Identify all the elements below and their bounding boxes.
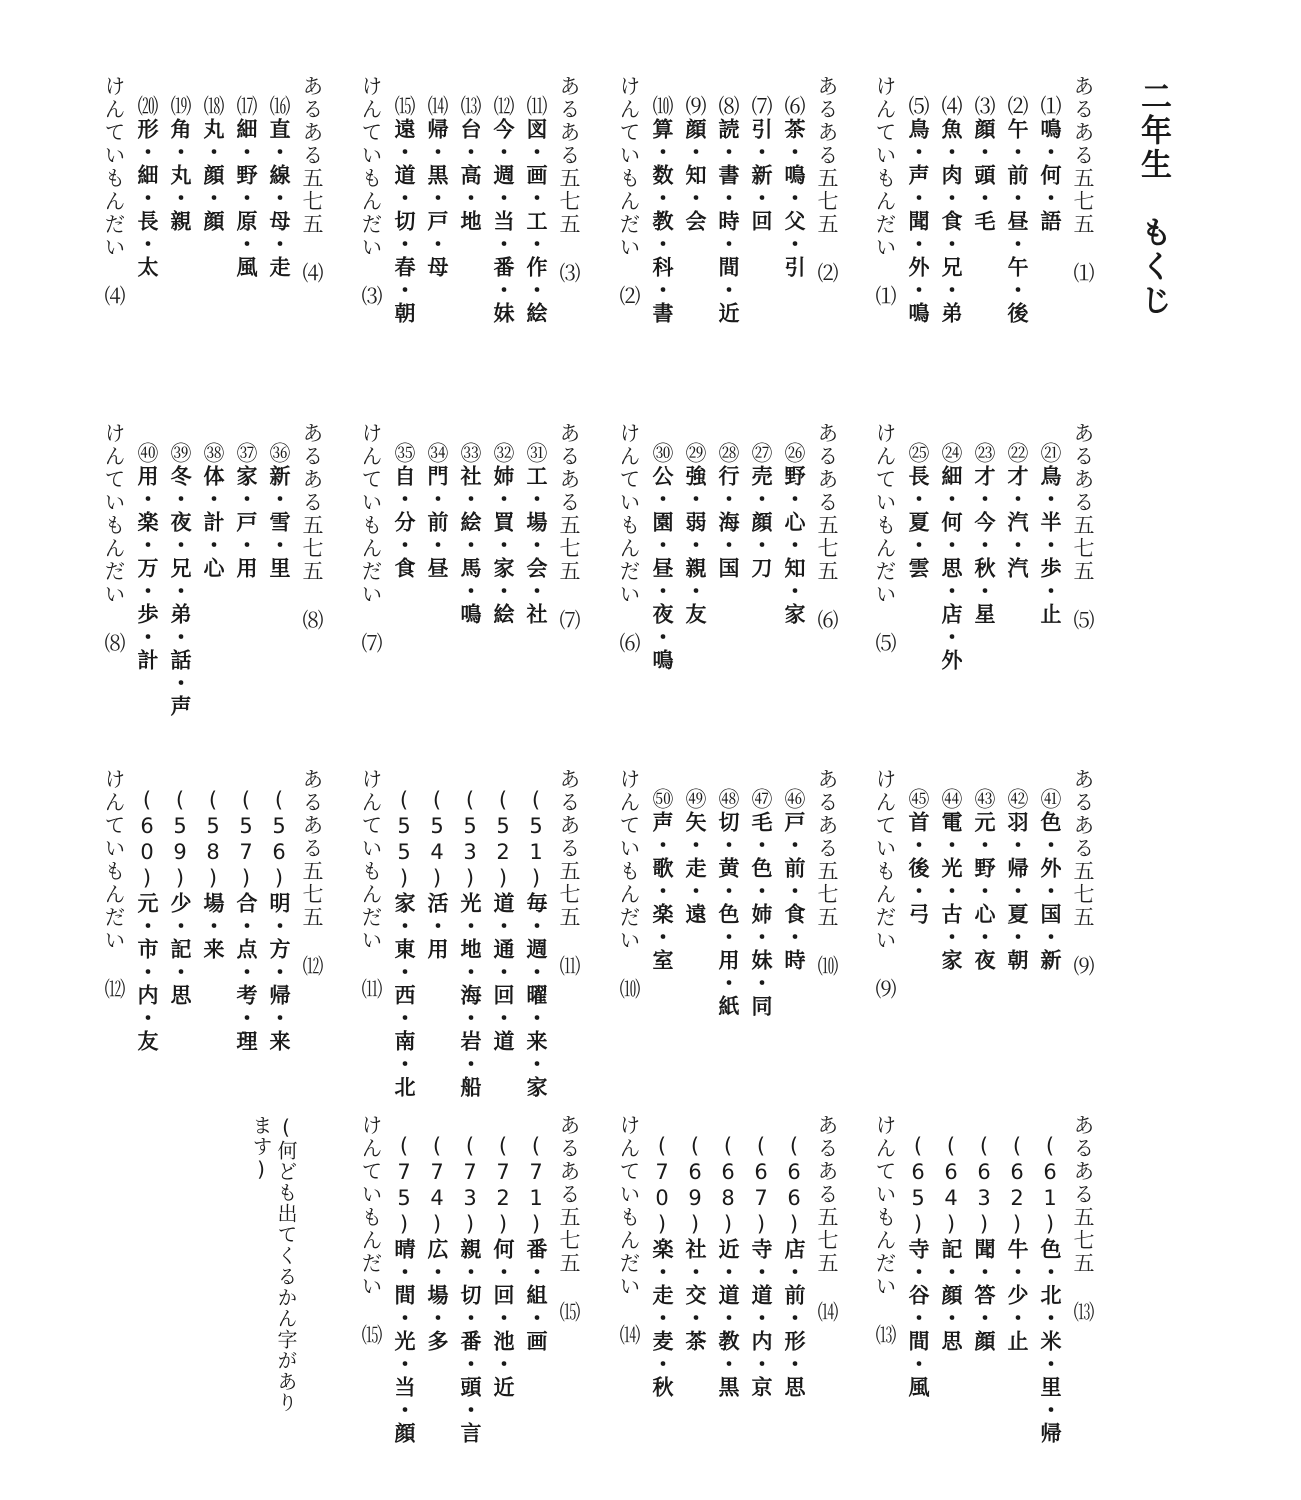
item-number: ㉛ <box>524 442 548 465</box>
item-kanji: 矢・走・遠 <box>683 811 707 926</box>
toc-item <box>136 788 157 1053</box>
item-number: ㊴ <box>168 442 192 465</box>
item-number: ⑵ <box>1005 95 1029 118</box>
block-footer: けんていもんだい ⒂ <box>359 1114 383 1347</box>
toc-item <box>459 788 480 1099</box>
item-kanji: 社・交・茶 <box>683 1238 707 1353</box>
item-number: (54) <box>425 788 449 892</box>
block-header: あるある五七五 ⑴ <box>1071 75 1095 285</box>
toc-item <box>393 788 414 1099</box>
toc-item <box>426 1134 447 1353</box>
toc-item <box>492 1134 513 1399</box>
toc-item <box>525 788 546 1099</box>
item-kanji: 合・点・考・理 <box>234 892 258 1053</box>
item-kanji: 野・心・知・家 <box>782 465 806 626</box>
item-kanji: 楽・走・麦・秋 <box>650 1238 674 1399</box>
item-kanji: 細・野・原・風 <box>234 118 258 279</box>
item-number: (68) <box>716 1134 740 1238</box>
item-kanji: 道・通・回・道 <box>491 892 515 1053</box>
toc-item <box>235 442 256 580</box>
toc-item <box>525 442 546 626</box>
item-number: (74) <box>425 1134 449 1238</box>
item-kanji: 算・数・教・科・書 <box>650 118 674 325</box>
item-number: ㉒ <box>1005 442 1029 465</box>
toc-item <box>940 95 961 325</box>
item-kanji: 羽・帰・夏・朝 <box>1005 811 1029 972</box>
item-number: ⒀ <box>458 95 482 118</box>
toc-item <box>783 1134 804 1399</box>
block-footer: けんていもんだい ⑶ <box>359 75 383 308</box>
toc-item <box>907 442 928 580</box>
item-kanji: 図・画・工・作・絵 <box>524 118 548 325</box>
item-number: ㉑ <box>1038 442 1062 465</box>
item-number: ㉜ <box>491 442 515 465</box>
item-number: ㊷ <box>1005 788 1029 811</box>
item-kanji: 近・道・教・黒 <box>716 1238 740 1399</box>
toc-item <box>136 95 157 279</box>
toc-item <box>750 1134 771 1399</box>
item-kanji: 光・地・海・岩・船 <box>458 892 482 1099</box>
item-kanji: 今・週・当・番・妹 <box>491 118 515 325</box>
item-number: (72) <box>491 1134 515 1238</box>
item-kanji: 才・汽・汽 <box>1005 465 1029 580</box>
item-number: (70) <box>650 1134 674 1238</box>
item-number: ㊵ <box>135 442 159 465</box>
item-kanji: 番・組・画 <box>524 1238 548 1353</box>
item-number: ㉔ <box>939 442 963 465</box>
item-number: ㉟ <box>392 442 416 465</box>
item-kanji: 読・書・時・間・近 <box>716 118 740 325</box>
item-number: ㉞ <box>425 442 449 465</box>
item-number: ⑶ <box>972 95 996 118</box>
toc-item <box>169 788 190 1007</box>
toc-item <box>459 95 480 233</box>
item-kanji: 毎・週・曜・来・家 <box>524 892 548 1099</box>
item-number: (59) <box>168 788 192 892</box>
item-number: ㊻ <box>782 788 806 811</box>
item-number: ⒅ <box>201 95 225 118</box>
item-kanji: 長・夏・雲 <box>906 465 930 580</box>
item-kanji: 顔・知・会 <box>683 118 707 233</box>
block-footer: けんていもんだい ⑵ <box>617 75 641 308</box>
toc-item <box>426 95 447 279</box>
item-number: ㉓ <box>972 442 996 465</box>
item-number: ㉗ <box>749 442 773 465</box>
toc-item <box>268 95 289 279</box>
item-number: ⑼ <box>683 95 707 118</box>
item-number: ㊺ <box>906 788 930 811</box>
item-kanji: 細・何・思・店・外 <box>939 465 963 672</box>
item-kanji: 家・戸・用 <box>234 465 258 580</box>
toc-item <box>717 95 738 325</box>
item-number: ⑾ <box>524 95 548 118</box>
item-kanji: 元・市・内・友 <box>135 892 159 1053</box>
item-kanji: 公・園・昼・夜・鳴 <box>650 465 674 672</box>
item-kanji: 切・黄・色・用・紙 <box>716 811 740 1018</box>
block-footer: けんていもんだい ⑾ <box>359 768 383 1001</box>
item-number: (57) <box>234 788 258 892</box>
block-header: あるある五七五 ⑶ <box>557 75 581 285</box>
item-number: (60) <box>135 788 159 892</box>
item-kanji: 売・顔・刀 <box>749 465 773 580</box>
block-header: あるある五七五 ⑻ <box>300 422 324 632</box>
toc-item <box>169 442 190 718</box>
toc-item <box>202 788 223 961</box>
item-kanji: 毛・色・姉・妹・同 <box>749 811 773 1018</box>
item-number: ㊳ <box>201 442 225 465</box>
toc-item <box>525 1134 546 1353</box>
item-number: ⑸ <box>906 95 930 118</box>
toc-item <box>268 788 289 1053</box>
item-number: ㊶ <box>1038 788 1062 811</box>
item-kanji: 冬・夜・兄・弟・話・声 <box>168 465 192 718</box>
toc-item <box>973 95 994 233</box>
toc-item <box>651 95 672 325</box>
item-kanji: 店・前・形・思 <box>782 1238 806 1399</box>
toc-item <box>1039 788 1060 972</box>
item-kanji: 台・高・地 <box>458 118 482 233</box>
item-kanji: 引・新・回 <box>749 118 773 233</box>
item-kanji: 色・北・米・里・帰 <box>1038 1238 1062 1445</box>
toc-item <box>492 95 513 325</box>
item-number: ㊲ <box>234 442 258 465</box>
item-kanji: 電・光・古・家 <box>939 811 963 972</box>
toc-item <box>136 442 157 672</box>
block-footer: けんていもんだい ⑼ <box>873 768 897 1001</box>
item-number: ⑴ <box>1038 95 1062 118</box>
item-kanji: 家・東・西・南・北 <box>392 892 416 1099</box>
toc-item <box>202 442 223 580</box>
toc-item <box>717 1134 738 1399</box>
block-header: あるある五七五 ⑸ <box>1071 422 1095 632</box>
toc-item <box>426 442 447 580</box>
item-kanji: 丸・顔・顔 <box>201 118 225 233</box>
block-footer: けんていもんだい ⒁ <box>617 1114 641 1347</box>
item-kanji: 親・切・番・頭・言 <box>458 1238 482 1445</box>
item-number: ㊾ <box>683 788 707 811</box>
block-header: あるある五七五 ⒁ <box>815 1114 839 1324</box>
item-kanji: 魚・肉・食・兄・弟 <box>939 118 963 325</box>
toc-item <box>1006 95 1027 325</box>
toc-item <box>202 95 223 233</box>
block-footer: けんていもんだい ⑽ <box>617 768 641 1001</box>
toc-item <box>1006 1134 1027 1353</box>
item-kanji: 茶・鳴・父・引 <box>782 118 806 279</box>
item-number: ⑺ <box>749 95 773 118</box>
item-number: (61) <box>1038 1134 1062 1238</box>
item-number: (52) <box>491 788 515 892</box>
item-number: ㊸ <box>972 788 996 811</box>
toc-item <box>459 1134 480 1445</box>
block-header: あるある五七五 ⑵ <box>815 75 839 285</box>
block-header: あるある五七五 ⑽ <box>815 768 839 978</box>
block-footer: けんていもんだい ⑸ <box>873 422 897 655</box>
toc-item <box>684 788 705 926</box>
item-kanji: 姉・買・家・絵 <box>491 465 515 626</box>
item-kanji: 社・絵・馬・鳴 <box>458 465 482 626</box>
toc-item <box>268 442 289 580</box>
block-header: あるある五七五 ⑺ <box>557 422 581 632</box>
toc-item <box>459 442 480 626</box>
block-header: あるある五七五 ⑼ <box>1071 768 1095 978</box>
toc-item <box>717 788 738 1018</box>
item-number: ⒄ <box>234 95 258 118</box>
block-header: あるある五七五 ⑹ <box>815 422 839 632</box>
toc-item <box>1006 788 1027 972</box>
item-number: (71) <box>524 1134 548 1238</box>
item-number: ⑷ <box>939 95 963 118</box>
toc-item <box>783 95 804 279</box>
toc-item <box>651 442 672 672</box>
item-kanji: 行・海・国 <box>716 465 740 580</box>
toc-item <box>783 442 804 626</box>
item-kanji: 午・前・昼・午・後 <box>1005 118 1029 325</box>
block-footer: けんていもんだい ⑻ <box>102 422 126 655</box>
item-kanji: 明・方・帰・来 <box>267 892 291 1053</box>
item-number: ㉝ <box>458 442 482 465</box>
item-kanji: 色・外・国・新 <box>1038 811 1062 972</box>
page-title: 二年生 もくじ <box>1135 80 1171 318</box>
item-number: ⑹ <box>782 95 806 118</box>
item-kanji: 少・記・思 <box>168 892 192 1007</box>
toc-item <box>907 1134 928 1399</box>
item-number: (69) <box>683 1134 707 1238</box>
toc-item <box>393 442 414 580</box>
item-kanji: 聞・答・顔 <box>972 1238 996 1353</box>
toc-item <box>940 788 961 972</box>
toc-item <box>907 95 928 325</box>
item-kanji: 元・野・心・夜 <box>972 811 996 972</box>
item-kanji: 何・回・池・近 <box>491 1238 515 1399</box>
toc-item <box>651 1134 672 1399</box>
toc-item <box>1039 1134 1060 1445</box>
item-number: (55) <box>392 788 416 892</box>
toc-item <box>717 442 738 580</box>
toc-item <box>1039 95 1060 233</box>
item-number: ㊼ <box>749 788 773 811</box>
item-kanji: 帰・黒・戸・母 <box>425 118 449 279</box>
toc-item <box>1039 442 1060 626</box>
toc-item <box>973 1134 994 1353</box>
item-number: ⑻ <box>716 95 740 118</box>
item-number: (53) <box>458 788 482 892</box>
block-footer: けんていもんだい ⑴ <box>873 75 897 308</box>
toc-item <box>684 1134 705 1353</box>
item-number: ㉙ <box>683 442 707 465</box>
item-kanji: 門・前・昼 <box>425 465 449 580</box>
toc-item <box>426 788 447 961</box>
toc-item <box>783 788 804 972</box>
toc-item <box>940 442 961 672</box>
item-kanji: 形・細・長・太 <box>135 118 159 279</box>
block-header: あるある五七五 ⒀ <box>1071 1114 1095 1324</box>
toc-item <box>750 95 771 233</box>
block-footer: けんていもんだい ⑺ <box>359 422 383 655</box>
item-kanji: 鳥・声・聞・外・鳴 <box>906 118 930 325</box>
item-number: (56) <box>267 788 291 892</box>
toc-item <box>684 442 705 626</box>
item-kanji: 用・楽・万・歩・計 <box>135 465 159 672</box>
toc-item <box>492 788 513 1053</box>
item-number: (51) <box>524 788 548 892</box>
item-kanji: 記・顔・思 <box>939 1238 963 1353</box>
item-number: ⑿ <box>491 95 515 118</box>
item-number: ㊿ <box>650 788 674 811</box>
item-kanji: 顔・頭・毛 <box>972 118 996 233</box>
note-line-2: ます) <box>249 1115 273 1182</box>
block-footer: けんていもんだい ⑿ <box>102 768 126 1001</box>
item-number: ㉕ <box>906 442 930 465</box>
toc-item <box>973 788 994 972</box>
item-number: ㊹ <box>939 788 963 811</box>
item-kanji: 直・線・母・走 <box>267 118 291 279</box>
item-kanji: 首・後・弓 <box>906 811 930 926</box>
block-header: あるある五七五 ⑷ <box>300 75 324 285</box>
item-kanji: 寺・谷・間・風 <box>906 1238 930 1399</box>
item-number: ㉘ <box>716 442 740 465</box>
item-kanji: 工・場・会・社 <box>524 465 548 626</box>
item-number: (64) <box>939 1134 963 1238</box>
toc-item <box>235 788 256 1053</box>
block-footer: けんていもんだい ⑹ <box>617 422 641 655</box>
item-number: ㉚ <box>650 442 674 465</box>
block-footer: けんていもんだい ⒀ <box>873 1114 897 1347</box>
item-kanji: 活・用 <box>425 892 449 961</box>
item-kanji: 自・分・食 <box>392 465 416 580</box>
toc-item <box>973 442 994 626</box>
block-header: あるある五七五 ⑿ <box>300 768 324 978</box>
toc-item <box>235 95 256 279</box>
toc-item <box>1006 442 1027 580</box>
item-kanji: 鳥・半・歩・止 <box>1038 465 1062 626</box>
toc-item <box>750 442 771 580</box>
item-number: (67) <box>749 1134 773 1238</box>
item-number: (73) <box>458 1134 482 1238</box>
item-kanji: 新・雪・里 <box>267 465 291 580</box>
item-kanji: 鳴・何・語 <box>1038 118 1062 233</box>
item-kanji: 角・丸・親 <box>168 118 192 233</box>
item-number: ㊽ <box>716 788 740 811</box>
toc-item <box>393 1134 414 1445</box>
item-kanji: 遠・道・切・春・朝 <box>392 118 416 325</box>
item-number: (66) <box>782 1134 806 1238</box>
item-kanji: 体・計・心 <box>201 465 225 580</box>
item-number: ㊱ <box>267 442 291 465</box>
item-number: (63) <box>972 1134 996 1238</box>
item-kanji: 声・歌・楽・室 <box>650 811 674 972</box>
item-number: ⒃ <box>267 95 291 118</box>
item-kanji: 場・来 <box>201 892 225 961</box>
toc-item <box>940 1134 961 1353</box>
toc-item <box>169 95 190 233</box>
toc-item <box>750 788 771 1018</box>
note-line-1: (何ども出てくるかん字があり <box>274 1115 298 1413</box>
item-kanji: 牛・少・止 <box>1005 1238 1029 1353</box>
item-kanji: 戸・前・食・時 <box>782 811 806 972</box>
block-header: あるある五七五 ⒂ <box>557 1114 581 1324</box>
item-number: (62) <box>1005 1134 1029 1238</box>
item-number: (58) <box>201 788 225 892</box>
item-number: ⑽ <box>650 95 674 118</box>
block-header: あるある五七五 ⑾ <box>557 768 581 978</box>
block-footer: けんていもんだい ⑷ <box>102 75 126 308</box>
item-number: ㉖ <box>782 442 806 465</box>
item-kanji: 広・場・多 <box>425 1238 449 1353</box>
item-kanji: 強・弱・親・友 <box>683 465 707 626</box>
toc-item <box>525 95 546 325</box>
toc-item <box>393 95 414 325</box>
item-kanji: 才・今・秋・星 <box>972 465 996 626</box>
item-number: (65) <box>906 1134 930 1238</box>
item-number: ⒂ <box>392 95 416 118</box>
toc-item <box>684 95 705 233</box>
item-kanji: 晴・間・光・当・顔 <box>392 1238 416 1445</box>
item-kanji: 寺・道・内・京 <box>749 1238 773 1399</box>
toc-item <box>492 442 513 626</box>
item-number: (75) <box>392 1134 416 1238</box>
item-number: ⒁ <box>425 95 449 118</box>
item-number: ⒆ <box>168 95 192 118</box>
toc-item <box>907 788 928 926</box>
toc-item <box>651 788 672 972</box>
item-number: ⒇ <box>135 95 159 118</box>
